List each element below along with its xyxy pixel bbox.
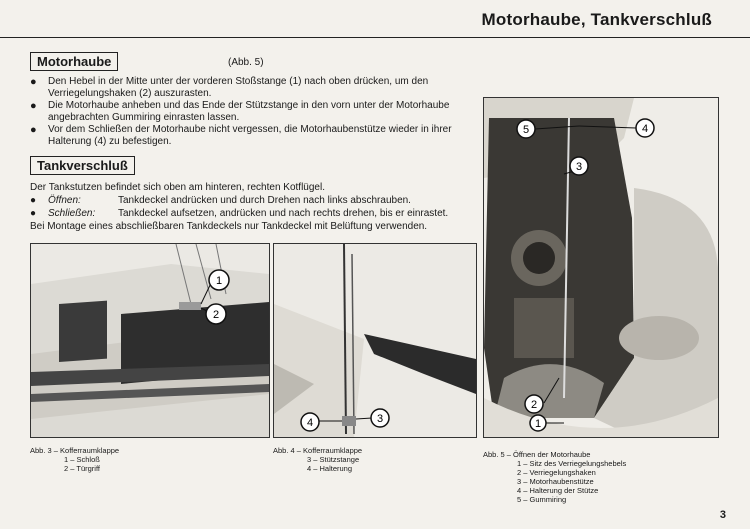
bullet-icon: ● [30,76,37,88]
callout-label: 2 [530,399,538,411]
figure-3-caption [30,446,260,473]
section-heading-motorhaube: Motorhaube [30,52,118,71]
caption-item: 3 – Motorhaubenstütze [517,477,594,486]
step-close [30,208,480,220]
bullet-icon: ● [30,124,37,136]
caption-title: Abb. 4 – Kofferraumklappe [273,446,363,455]
figure-5-image [483,97,719,438]
caption-item: 2 – Verriegelungshaken [517,468,596,477]
headlight-shape [619,316,699,360]
callout-label: 4 [306,417,314,429]
step-open [30,195,480,207]
header-divider [0,37,750,38]
caption-item: 2 – Türgriff [64,464,100,473]
engine-bay-illustration [484,98,718,437]
page-number: 3 [719,509,726,521]
step-label: Schließen: [48,208,96,219]
bullet-text: Vor dem Schließen der Motorhaube nicht vergessen, die Motorhaubenstütze wieder in ihrer Halterung (4) zu befestigen. [48,124,452,147]
caption-title: Abb. 3 – Kofferraumklappe [30,446,120,455]
tail-light-shape [59,301,107,362]
callout-label: 2 [212,309,220,321]
hood-support-illustration [274,244,476,437]
figure-4-image [273,243,477,438]
bullet-item [30,76,475,100]
callout-label: 3 [376,413,384,425]
lock-handle-shape [179,302,201,310]
callout-label: 4 [641,123,649,135]
bullet-item [30,124,475,148]
bullet-icon: ● [30,100,37,112]
callout-label: 1 [534,418,542,430]
bullet-text: Die Motorhaube anheben und das Ende der Stützstange in den vorn unter der Motorhaube angebrachten Gummiring einrasten lassen. [48,100,450,123]
step-text: Tankdeckel aufsetzen, andrücken und nach rechts drehen, bis er einrastet. [118,208,449,219]
tank-note: Bei Montage eines abschließbaren Tankdeckels nur Tankdeckel mit Belüftung verwenden. [30,221,428,232]
bullet-item [30,100,475,124]
figure-5-caption [483,450,717,504]
tank-intro: Der Tankstutzen befindet sich oben am hinteren, rechten Kotflügel. [30,182,325,193]
bullet-text: Den Hebel in der Mitte unter der vorderen Stoßstange (1) nach oben drücken, um den Verriegelungshaken (2) auszurasten. [48,76,429,99]
page-title: Motorhaube, Tankverschluß [481,10,712,29]
callout-label: 3 [575,161,583,173]
figure-reference: (Abb. 5) [228,57,264,68]
step-label: Öffnen: [48,195,81,206]
caption-item: 1 – Sitz des Verriegelungshebels [517,459,627,468]
bullet-icon: ● [30,208,37,219]
figure-4-caption [273,446,473,473]
caption-item: 4 – Halterung der Stütze [517,486,599,495]
car-rear-illustration [31,244,269,437]
callout-label: 1 [215,275,223,287]
caption-title: Abb. 5 – Öffnen der Motorhaube [483,450,591,459]
rod-holder-shape [342,416,356,426]
section-heading-tankverschluss: Tankverschluß [30,156,135,175]
caption-item: 3 – Stützstange [307,455,360,464]
figure-3-image [30,243,270,438]
caption-item: 4 – Halterung [307,464,353,473]
step-text: Tankdeckel andrücken und durch Drehen nach links abschrauben. [118,195,411,206]
caption-item: 5 – Gummiring [517,495,567,504]
caption-item: 1 – Schloß [64,455,100,464]
bullet-icon: ● [30,195,37,206]
callout-label: 5 [522,124,530,136]
